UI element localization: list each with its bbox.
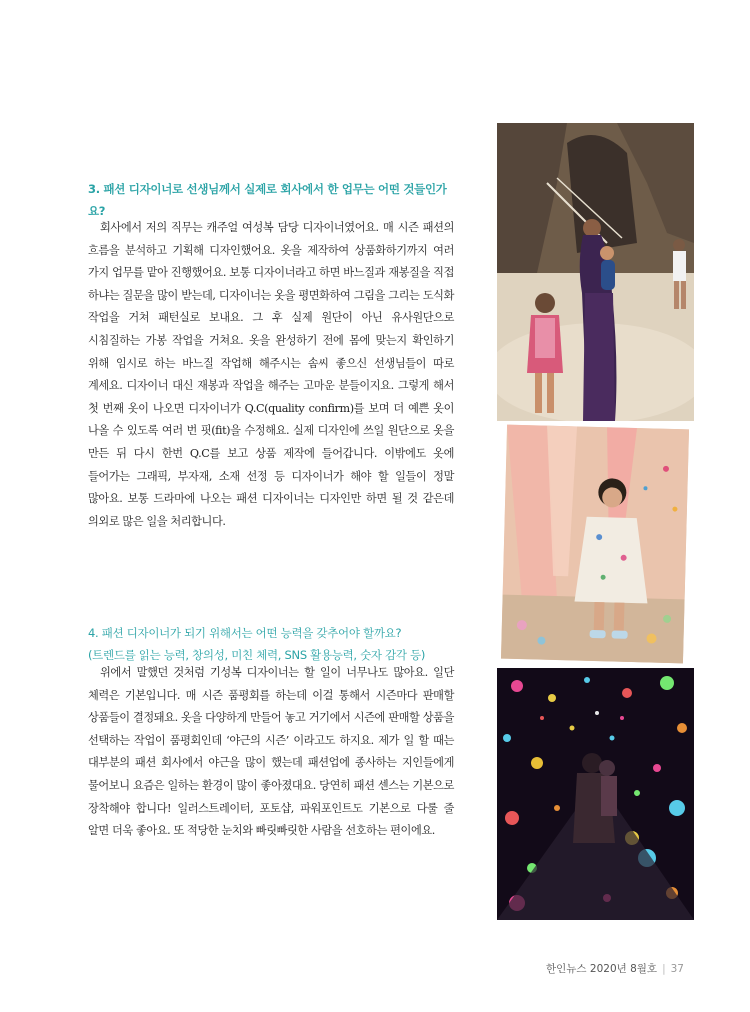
photo-art-installation xyxy=(501,425,689,664)
page-number: 37 xyxy=(670,963,684,975)
footer-separator: | xyxy=(662,963,666,975)
publication-name: 한인뉴스 2020년 8월호 xyxy=(546,963,658,975)
section4-question xyxy=(88,622,454,666)
section4-question-line1: 4. 패션 디자이너가 되기 위해서는 어떤 능력을 갖추어야 할까요? xyxy=(88,626,402,640)
section4-question-line2: (트렌드를 읽는 능력, 창의성, 미친 체력, SNS 활용능력, 숫자 감각 등) xyxy=(88,648,426,662)
page-footer xyxy=(546,961,684,976)
section3-answer: 회사에서 저의 직무는 캐주얼 여성복 담당 디자이너였어요. 매 시즌 패션의 흐름을 분석하고 기획해 디자인했어요. 옷을 제작하여 상품화하기까지 여러 가지 업무를 맡아 진행했어요. 보통 디자이너라고 하면 바느질과 재봉질을 직접 하냐는 질문을 많이 받는데, 디자이너는 옷을 평면화하여 그림을 그리는 도식화 작업을 거쳐 패턴실로 보내요. 그 후 실제 원단이 아닌 유사원단으로 시침질하는 가봉 작업을 거쳐요. 옷을 완성하기 전에 몸에 맞는지 확인하기 위해 임시로 하는 바느질 작업해 해주시는 솜씨 좋으신 선생님들이 따로 계세요. 디자이너 대신 재봉과 작업을 해주는 고마운 분들이지요. 그렇게 해서 첫 번째 옷이 나오면 디자이너가 Q.C(quality confirm)를 보며 더 예쁜 옷이 나올 수 있도록 여러 번 핏(fit)을 수정해요. 실제 디자인에 쓰일 원단으로 옷을 만든 뒤 다시 한번 Q.C를 보고 상품 제작에 들어갑니다. 이밖에도 옷에 들어가는 그래픽, 부자재, 소재 선정 등 디자이너가 해야 할 일들이 정말 많아요. 보통 드라마에 나오는 패션 디자이너는 디자인만 하면 될 것 같은데 의외로 많은 일을 처리합니다. xyxy=(88,221,454,528)
section4-answer: 위에서 말했던 것처럼 기성복 디자이너는 할 일이 너무나도 많아요. 일단 체력은 기본입니다. 매 시즌 품평회를 하는데 이걸 통해서 시즌마다 판매할 상품들이 결정돼요. 옷을 다양하게 만들어 놓고 거기에서 시즌에 판매할 상품을 선택하는 작업이 품평회인데 ‘야근의 시즌’ 이라고도 하지요. 제가 일 할 때는 대부분의 패션 회사에서 야근을 많이 했는데 패션업에 종사하는 지인들에게 물어보니 요즘은 일하는 환경이 많이 좋아졌대요. 당연히 패션 센스는 기본으로 장착해야 합니다! 일러스트레이터, 포토샵, 파워포인트도 기본으로 다룰 줄 알면 더욱 좋아요. 또 적당한 눈치와 빠릿빠릿한 사람을 선호하는 편이에요. xyxy=(88,666,454,838)
photo-beach-cave xyxy=(497,123,694,421)
photo-infinity-room xyxy=(497,668,694,920)
section3-question: 3. 패션 디자이너로 선생님께서 실제로 회사에서 한 업무는 어떤 것들인가요? xyxy=(88,182,447,218)
